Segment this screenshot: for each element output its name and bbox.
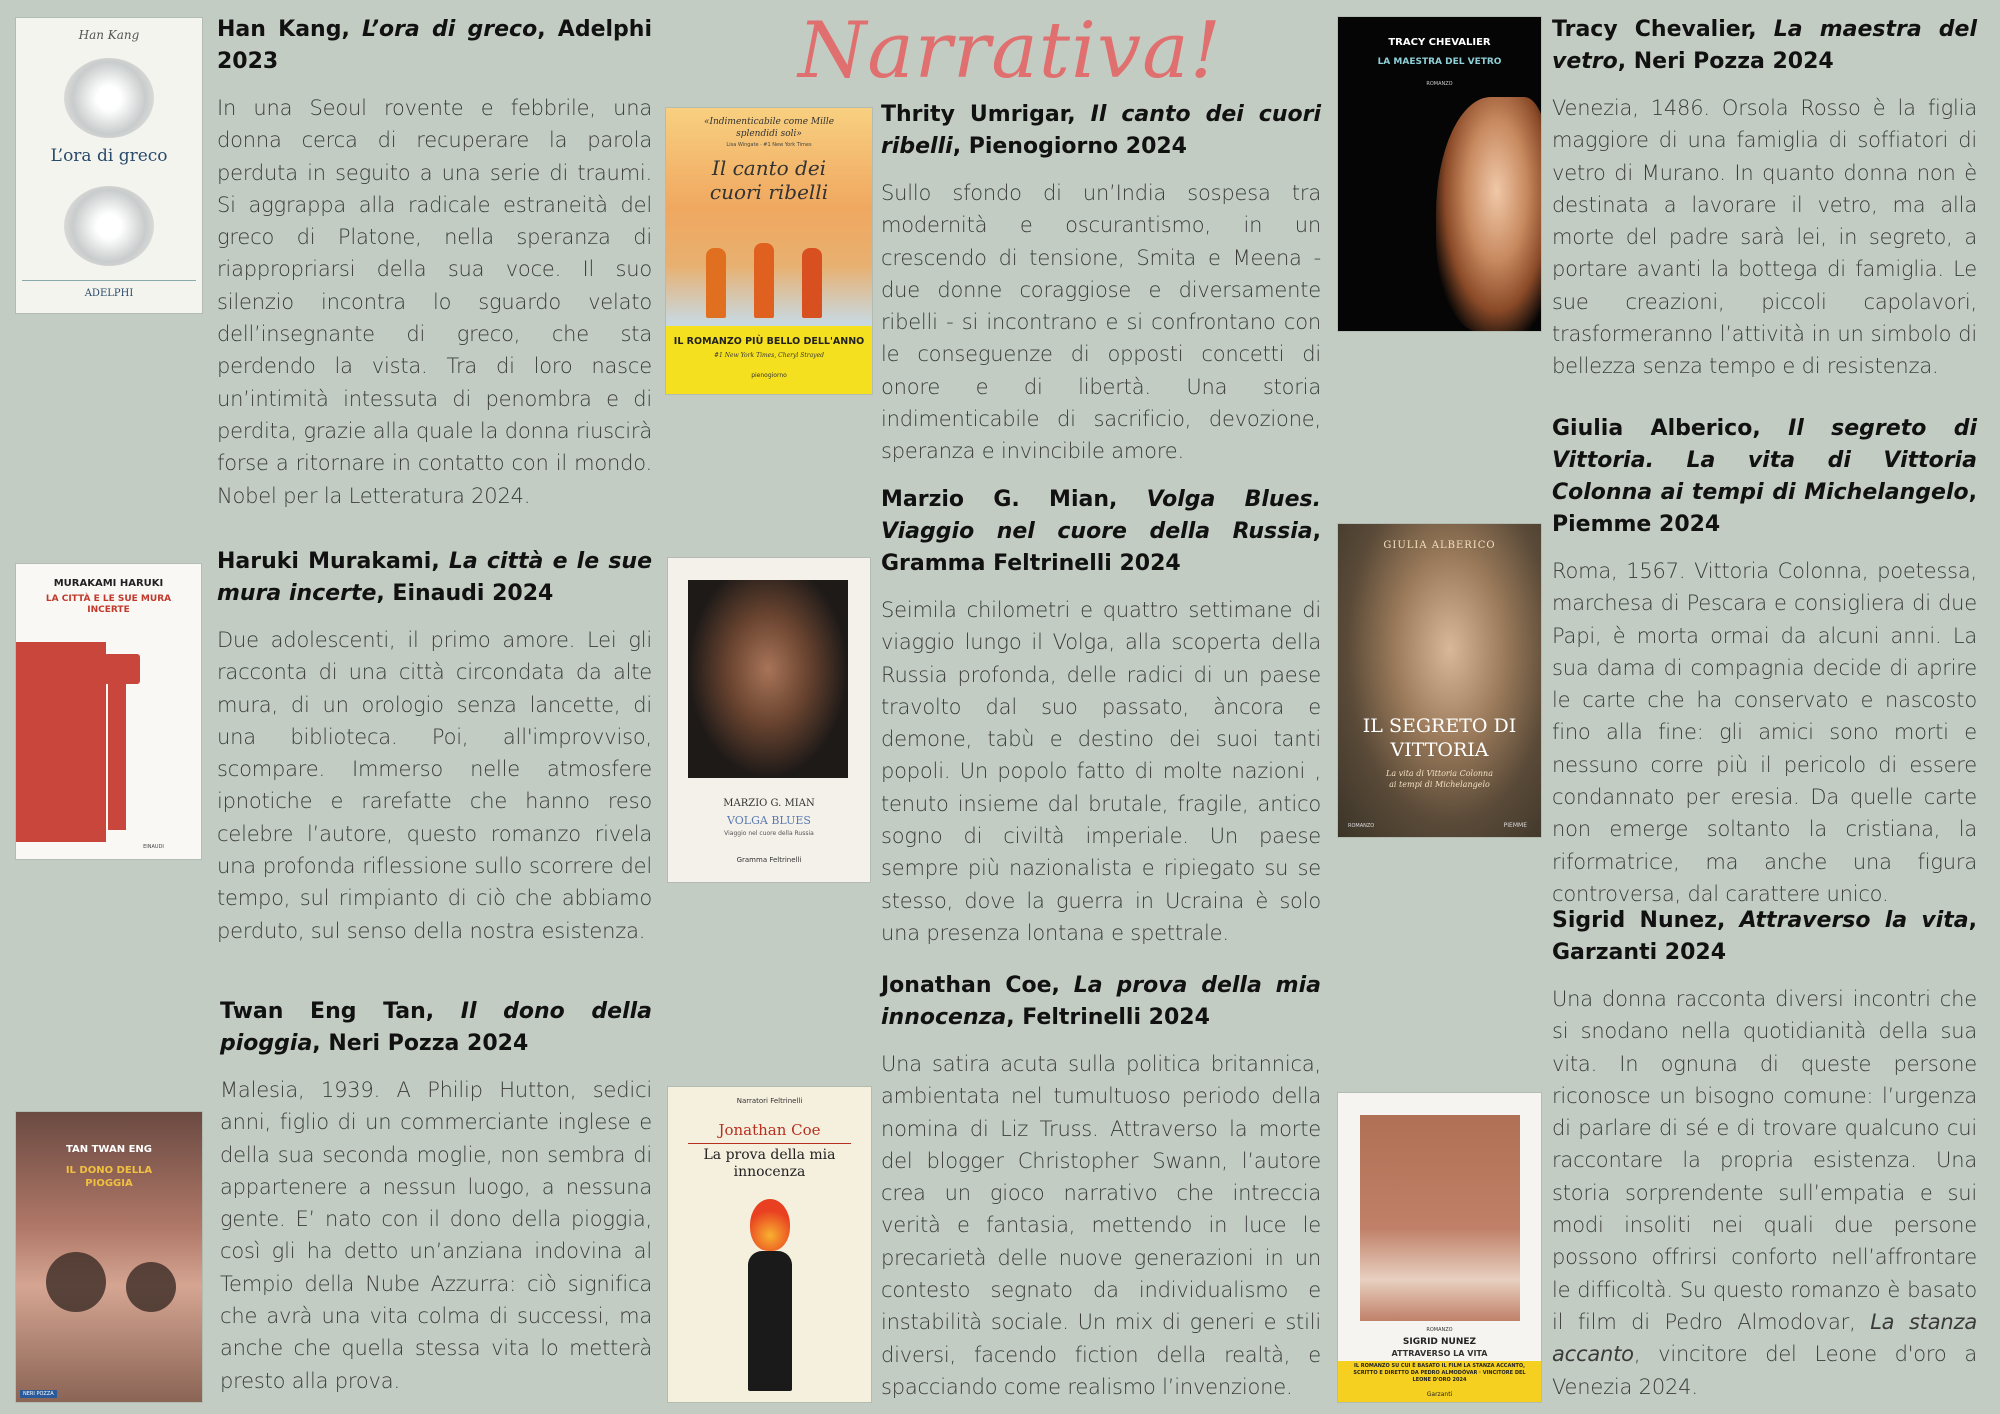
cover-publisher: ADELPHI xyxy=(84,288,134,299)
cover-author: Jonathan Coe xyxy=(718,1121,821,1139)
cover-figure xyxy=(754,243,774,318)
cover-author: TRACY CHEVALIER xyxy=(1388,37,1491,48)
cover-tree-illustration xyxy=(46,1252,106,1312)
cover-title: IL DONO DELLA PIOGGIA xyxy=(65,1165,153,1189)
book-publisher: , Neri Pozza 2024 xyxy=(312,1031,529,1056)
book-title: Volga Blues. Viaggio nel cuore della Russia xyxy=(881,487,1321,544)
book-author: Twan Eng Tan, xyxy=(220,999,435,1024)
cover-title: LA MAESTRA DEL VETRO xyxy=(1377,57,1502,67)
book-author: Marzio G. Mian, xyxy=(881,487,1118,512)
cover-wall-illustration xyxy=(16,642,106,842)
cover-author: SIGRID NUNEZ xyxy=(1402,1337,1477,1347)
cover-publisher: pienogiorno xyxy=(751,372,787,379)
book-heading xyxy=(881,484,1321,580)
book-publisher: , Adelphi 2023 xyxy=(217,17,652,74)
cover-author: GIULIA ALBERICO xyxy=(1383,540,1496,551)
cover-quote-source: Lisa Wingate · #1 New York Times xyxy=(726,142,812,148)
book-description: Una satira acuta sulla politica britannica, ambientata nel tumultuoso periodo della nomina di Liz Truss. Attraverso la morte del blogger Christopher Swann, l’autore crea un gioco narrativo che intreccia verità e fantasia, mettendo in luce le precarietà delle nuove generazioni in un contesto segnato da individualismo e instabilità sociale. Un mix di generi e stili diversi, facendo fiction della realtà, e spacciando come realismo l’invenzione. xyxy=(881,1052,1321,1399)
book-heading xyxy=(881,970,1321,1034)
book-title: L’ora di greco xyxy=(362,17,538,42)
flower-bottom xyxy=(64,186,154,266)
cover-series: Narratori Feltrinelli xyxy=(736,1097,803,1105)
cover-banner xyxy=(666,326,872,394)
cover-coe xyxy=(668,1087,871,1402)
cover-subtitle: Viaggio nel cuore della Russia xyxy=(724,830,814,837)
book-title: Il dono della pioggia xyxy=(220,999,652,1056)
book-description: In una Seoul rovente e febbrile, una donna cerca di recuperare la parola perduta in seguito a una serie di traumi. Si aggrappa alla radicale estraneità del greco di Platone, nella speranza di riappropriarsi della sua voce. Il suo silenzio incontra lo sguardo velato dell’insegnante di greco, che sta perdendo la vista. Tra di loro nasce un’intimità intessuta di penombra e di perdita, grazie alla quale la donna riuscirà forse a ritornare in contatto con il mondo. Nobel per la Letteratura 2024. xyxy=(217,96,652,508)
book-heading xyxy=(220,996,652,1060)
book-title: La maestra del vetro xyxy=(1552,17,1977,74)
cover-murakami xyxy=(16,564,201,859)
cover-banner-sub: #1 New York Times, Cheryl Strayed xyxy=(714,352,824,359)
book-author: Sigrid Nunez, xyxy=(1552,908,1726,933)
cover-man-illustration xyxy=(748,1251,792,1391)
book-title: Il segreto di Vittoria. La vita di Vittoria Colonna ai tempi di Michelangelo xyxy=(1552,416,1977,505)
cover-quote: «Indimenticabile come Mille splendidi soli» xyxy=(703,117,835,139)
cover-portrait xyxy=(688,580,848,778)
cover-alberico xyxy=(1338,524,1541,837)
book-description: Sullo sfondo di un’India sospesa tra modernità e oscurantismo, in un crescendo di tensione, Smita e Meena - due donne coraggiose e diversamente ribelli - si incontrano e si confrontano con le conseguenze di opposti concetti di onore e di libertà. Una storia indimenticabile di sacrificio, devozione, speranza e invincibile amore. xyxy=(881,181,1321,464)
cover-publisher: PIEMME xyxy=(1503,822,1527,829)
book-description: Malesia, 1939. A Philip Hutton, sedici anni, figlio di un commerciante inglese e della sua seconda moglie, non sembra di appartenere a nessun luogo, a nessuna gente. E’ nato con il dono della pioggia, così gli ha detto un’anziana indovina al Tempio della Nube Azzurra: ciò significa che avrà una vita colma di successi, ma anche che quella stessa vita lo metterà presto alla prova. xyxy=(220,1078,652,1393)
book-mian xyxy=(881,484,1321,949)
book-alberico xyxy=(1552,413,1977,910)
book-description: Due adolescenti, il primo amore. Lei gli racconta di una città circondata da alte mura, di un orologio senza lancette, di una biblioteca. Poi, all'improvviso, scompare. Immerso nelle atmosfere ipnotiche e rarefatte che hanno reso celebre l’autore, questo romanzo rivela una profonda riflessione sullo scorrere del tempo, sul rimpianto di ciò che abbiamo perduto, sul senso della nostra esistenza. xyxy=(217,628,652,943)
book-author: Haruki Murakami, xyxy=(217,549,440,574)
cover-han-kang xyxy=(16,18,202,313)
cover-flame-illustration xyxy=(750,1199,790,1251)
cover-banner xyxy=(1338,1361,1541,1402)
book-author: Thrity Umrigar, xyxy=(881,102,1076,127)
book-han-kang xyxy=(217,14,652,512)
book-title: La prova della mia innocenza xyxy=(881,973,1321,1030)
book-heading xyxy=(881,99,1321,163)
cover-title: IL SEGRETO DI VITTORIA xyxy=(1362,715,1517,761)
cover-portrait xyxy=(1436,97,1541,331)
cover-banner-text: IL ROMANZO PIÙ BELLO DELL'ANNO xyxy=(673,336,865,347)
cover-label: ROMANZO xyxy=(1426,1327,1453,1333)
cover-publisher: Gramma Feltrinelli xyxy=(736,856,802,864)
book-murakami xyxy=(217,546,652,947)
book-coe xyxy=(881,970,1321,1403)
cover-title: L’ora di greco xyxy=(50,146,168,166)
cover-figure xyxy=(802,248,822,318)
cover-author: TAN TWAN ENG xyxy=(65,1144,153,1155)
cover-subtitle: La vita di Vittoria Colonna ai tempi di Michelangelo xyxy=(1386,769,1493,789)
cover-figure-head xyxy=(104,654,140,684)
cover-chevalier xyxy=(1338,17,1541,331)
book-publisher: , Einaudi 2024 xyxy=(376,581,554,606)
book-description-text: , vincitore del Leone d'oro a Venezia 2024. xyxy=(1552,1342,1977,1399)
cover-tree-illustration xyxy=(126,1262,176,1312)
cover-divider xyxy=(22,280,196,281)
book-author: Han Kang, xyxy=(217,17,350,42)
book-title: La città e le sue mura incerte xyxy=(217,549,652,606)
book-description-text: Una donna racconta diversi incontri che si snodano nella quotidianità della sua vita. In ognuna di queste persone riconosce un bisogno comune: l’urgenza di parlare di sé e di trovare qualcuno cui raccontare la propria esistenza. Una storia sorprendente sull’empatia e sui modi insoliti nei quali due persone possono offrirsi conforto nell’affrontare le difficoltà. Su questo romanzo è basato il film di Pedro Almodovar, xyxy=(1552,987,1977,1334)
book-heading xyxy=(217,546,652,610)
cover-mian xyxy=(668,558,870,882)
cover-figure-illustration xyxy=(108,660,126,830)
book-publisher: , Garzanti 2024 xyxy=(1552,908,1977,965)
cover-title: VOLGA BLUES xyxy=(727,814,811,827)
cover-author: MURAKAMI HARUKI xyxy=(53,578,164,589)
cover-title: La prova della mia innocenza xyxy=(703,1147,836,1180)
cover-publisher: EINAUDI xyxy=(143,844,164,850)
book-nunez xyxy=(1552,905,1977,1403)
book-author: Tracy Chevalier, xyxy=(1552,17,1757,42)
book-publisher: , Piemme 2024 xyxy=(1552,480,1977,537)
cover-author: MARZIO G. MIAN xyxy=(723,798,815,809)
book-tan-twan-eng xyxy=(220,996,652,1397)
page-title: Narrativa! xyxy=(797,6,1223,96)
cover-author: Han Kang xyxy=(78,28,140,42)
book-heading xyxy=(1552,413,1977,541)
book-description: Roma, 1567. Vittoria Colonna, poetessa, marchesa di Pescara e consigliera di due Papi, è morta ormai da alcuni anni. La sua dama di compagnia decide di aprire le carte che ha conservato e nascosto fino alla fine: gli amici sono morti e nessuno corre più il pericolo di essere condannato per eresia. Da quelle carte non emerge soltanto la cristiana, la riformatrice, ma anche una figura controversa, dal carattere unico. xyxy=(1552,559,1977,906)
book-description-film-title: La stanza accanto xyxy=(1552,1309,1977,1367)
cover-publisher-badge: NERI POZZA xyxy=(20,1390,57,1398)
cover-illustration xyxy=(1360,1115,1520,1321)
cover-title: LA CITTÀ E LE SUE MURA INCERTE xyxy=(45,594,172,615)
book-title: Il canto dei cuori ribelli xyxy=(881,102,1321,159)
book-publisher: , Feltrinelli 2024 xyxy=(1006,1005,1210,1030)
book-title: Attraverso la vita xyxy=(1739,908,1969,933)
cover-nunez xyxy=(1338,1093,1541,1402)
book-umrigar xyxy=(881,99,1321,468)
flower-top xyxy=(64,58,154,138)
book-description: Venezia, 1486. Orsola Rosso è la figlia maggiore di una famiglia di soffiatori di vetro di Murano. In quanto donna non è destinata a lavorare il vetro, ma alla morte del padre sarà lei, in segreto, a portare avanti la bottega di famiglia. Le sue creazioni, piccoli capolavori, trasformeranno l’attività in un simbolo di bellezza senza tempo e di resistenza. xyxy=(1552,96,1977,379)
cover-figure xyxy=(706,248,726,318)
book-author: Giulia Alberico, xyxy=(1552,416,1761,441)
cover-tan-twan-eng xyxy=(16,1112,202,1402)
cover-title: ATTRAVERSO LA VITA xyxy=(1391,1349,1488,1358)
book-publisher: , Pienogiorno 2024 xyxy=(952,134,1187,159)
book-description: Seimila chilometri e quattro settimane di viaggio lungo il Volga, alla scoperta della Russia profonda, delle radici di un paese travolto dal suo passato, àncora e demone, tabù e destino dei suoi tanti popoli. Un popolo fatto di molte nazioni , tenuto insieme dal brutale, fragile, antico sogno di civiltà imperiale. Un paese sempre più nazionalista e ripiegato su se stesso, dove la guerra in Ucraina è solo una presenza lontana e spettrale. xyxy=(881,598,1321,945)
cover-umrigar xyxy=(666,108,872,394)
book-publisher: , Gramma Feltrinelli 2024 xyxy=(881,519,1321,576)
book-heading xyxy=(1552,14,1977,78)
book-publisher: , Neri Pozza 2024 xyxy=(1617,49,1834,74)
book-description xyxy=(1552,983,1977,1403)
cover-title: Il canto dei cuori ribelli xyxy=(709,156,829,204)
book-chevalier xyxy=(1552,14,1977,383)
book-heading xyxy=(1552,905,1977,969)
book-author: Jonathan Coe, xyxy=(881,973,1060,998)
cover-divider xyxy=(688,1143,851,1144)
book-heading xyxy=(217,14,652,78)
cover-label: ROMANZO xyxy=(1348,823,1375,829)
cover-banner-text: IL ROMANZO SU CUI È BASATO IL FILM LA STANZA ACCANTO, SCRITTO E DIRETTO DA PEDRO ALMODÓVAR · VINCITORE DEL LEONE D'ORO 2024 xyxy=(1353,1363,1526,1383)
cover-label: ROMANZO xyxy=(1426,81,1453,87)
cover-publisher: Garzanti xyxy=(1426,1391,1453,1398)
